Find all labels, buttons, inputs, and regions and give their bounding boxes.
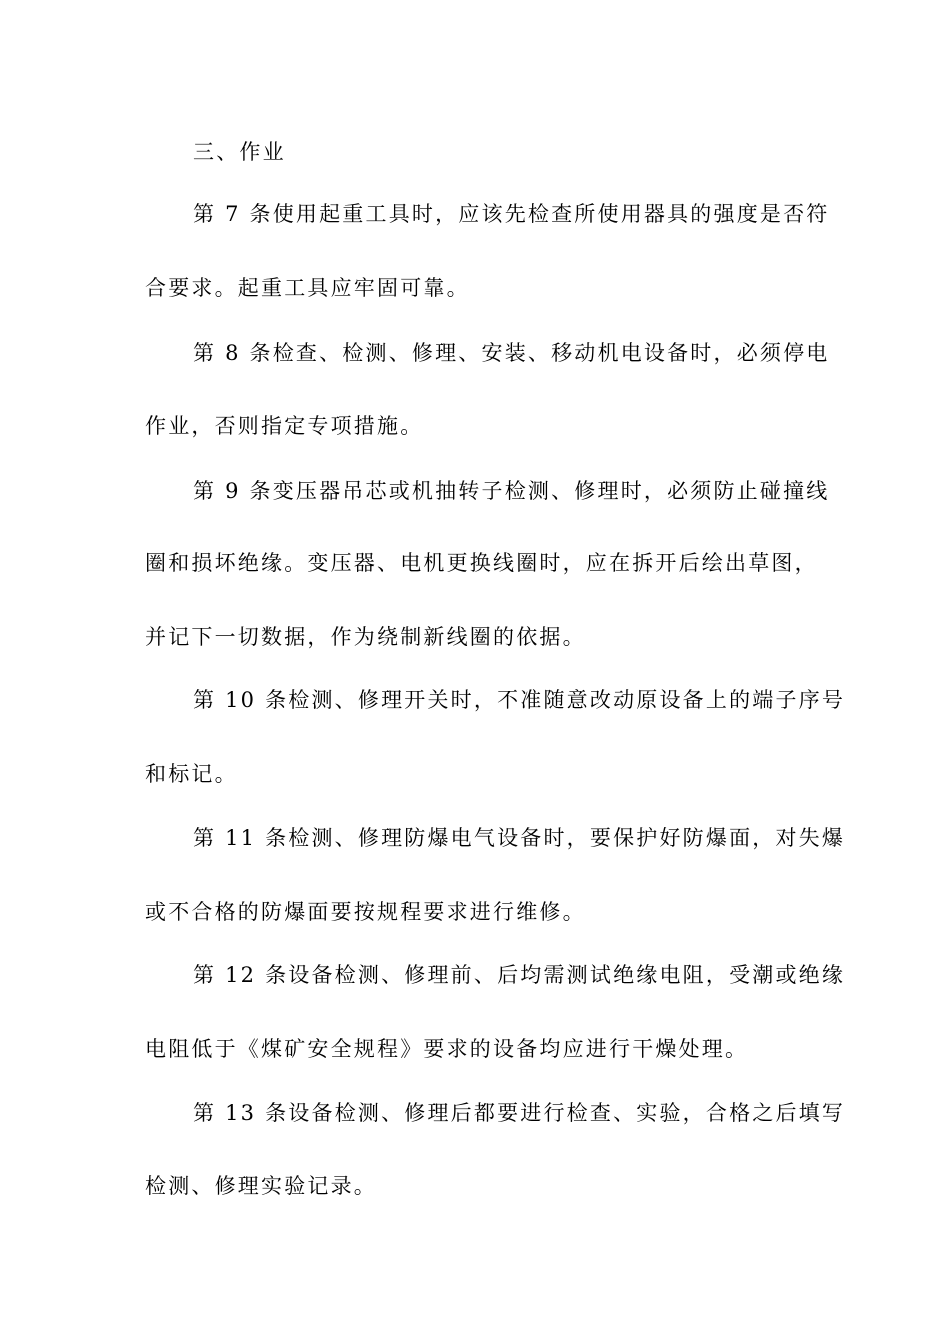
- paragraph-line: 第 8 条检查、检测、修理、安装、移动机电设备时，必须停电: [193, 341, 830, 365]
- paragraph-line: 并记下一切数据，作为绕制新线圈的依据。: [145, 625, 586, 649]
- paragraph-line: 圈和损坏绝缘。变压器、电机更换线圈时，应在拆开后绘出草图，: [145, 551, 818, 575]
- paragraph-line: 第 9 条变压器吊芯或机抽转子检测、修理时，必须防止碰撞线: [193, 479, 830, 503]
- paragraph-line: 第 11 条检测、修理防爆电气设备时，要保护好防爆面，对失爆: [193, 826, 846, 850]
- paragraph-line: 和标记。: [145, 762, 238, 786]
- paragraph-line: 第 7 条使用起重工具时，应该先检查所使用器具的强度是否符: [193, 202, 830, 226]
- paragraph-line: 检测、修理实验记录。: [145, 1174, 377, 1198]
- paragraph-line: 第 12 条设备检测、修理前、后均需测试绝缘电阻，受潮或绝缘: [193, 963, 846, 987]
- paragraph-line: 第 13 条设备检测、修理后都要进行检查、实验，合格之后填写: [193, 1101, 846, 1125]
- paragraph-line: 第 10 条检测、修理开关时，不准随意改动原设备上的端子序号: [193, 688, 846, 712]
- paragraph-line: 或不合格的防爆面要按规程要求进行维修。: [145, 900, 586, 924]
- paragraph-line: 合要求。起重工具应牢固可靠。: [145, 276, 470, 300]
- paragraph-line: 作业，否则指定专项措施。: [145, 414, 424, 438]
- section-heading: 三、作业: [193, 140, 286, 164]
- paragraph-line: 电阻低于《煤矿安全规程》要求的设备均应进行干燥处理。: [145, 1037, 749, 1061]
